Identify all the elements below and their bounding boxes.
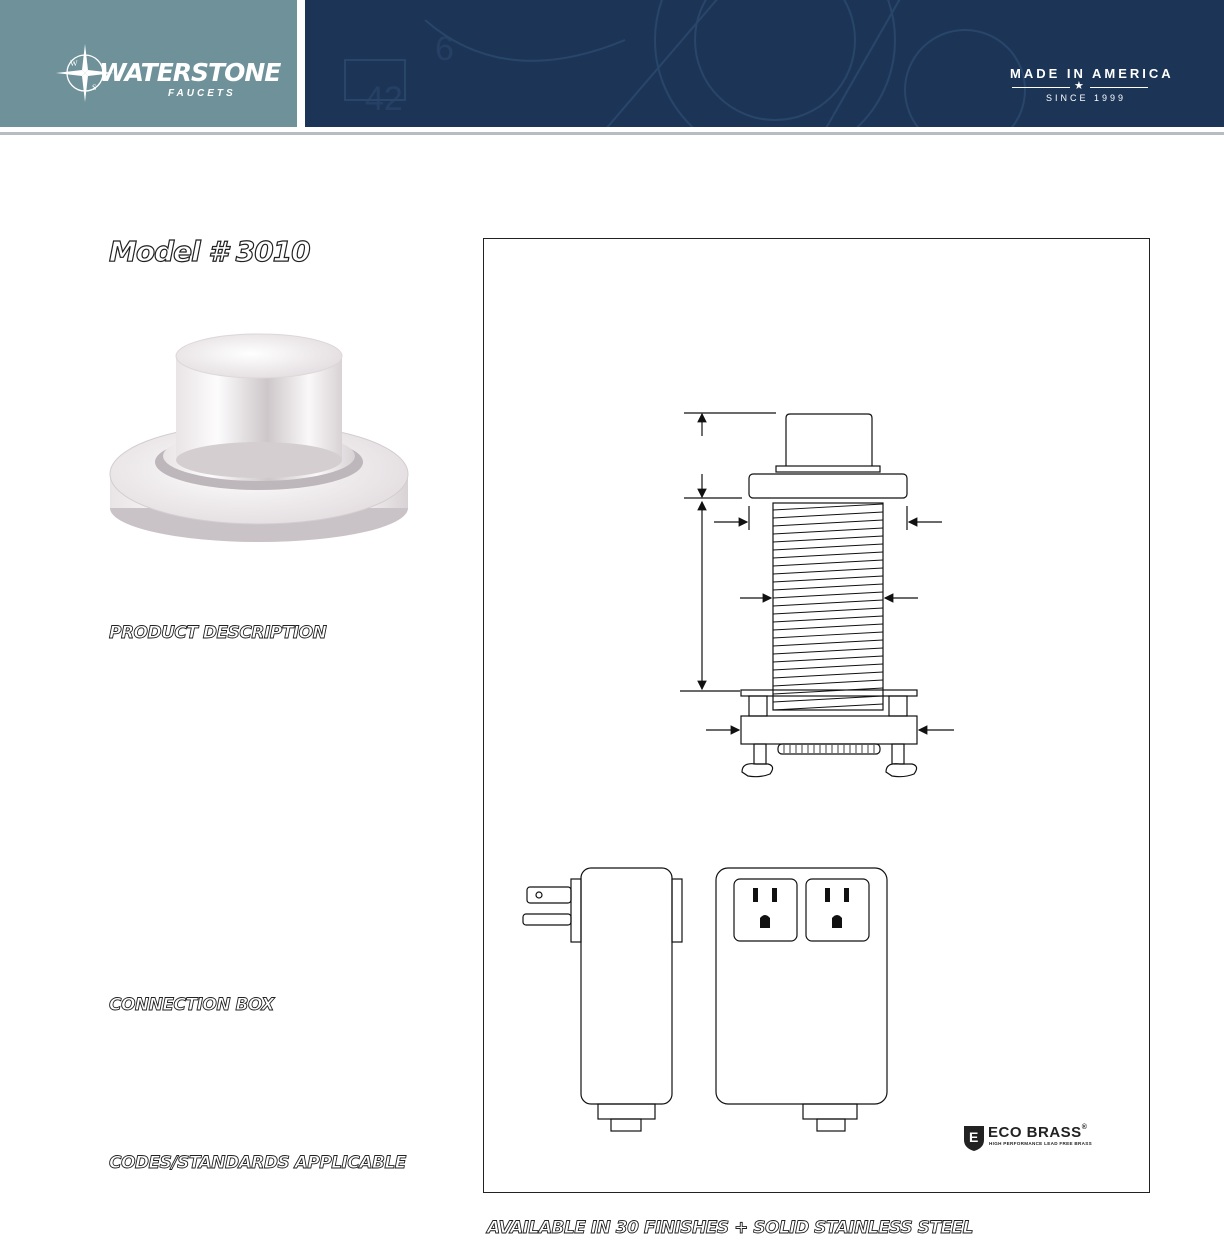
product-photo bbox=[106, 322, 412, 552]
availability-note: AVAILABLE IN 30 FINISHES + SOLID STAINLESS STEEL bbox=[487, 1218, 973, 1238]
tagline-rule-right bbox=[1090, 87, 1148, 88]
technical-drawing-panel bbox=[483, 238, 1150, 1193]
header-underline bbox=[0, 132, 1224, 135]
eco-brass-tagline: HIGH PERFORMANCE LEAD FREE BRASS bbox=[989, 1141, 1093, 1146]
svg-text:6: 6 bbox=[435, 30, 454, 68]
banner-background-artwork bbox=[305, 0, 1224, 127]
brand-subtitle: FAUCETS bbox=[168, 88, 236, 99]
model-title: Model # 3010 bbox=[109, 235, 310, 268]
registered-mark: ® bbox=[1081, 1124, 1088, 1131]
eco-brass-name: ECO BRASS bbox=[988, 1124, 1082, 1141]
svg-text:42: 42 bbox=[365, 80, 403, 118]
tagline-rule-left bbox=[1012, 87, 1070, 88]
eco-brass-logo bbox=[988, 1124, 1087, 1141]
star-icon: ★ bbox=[1074, 80, 1084, 92]
svg-text:E: E bbox=[969, 1129, 979, 1145]
svg-text:W: W bbox=[70, 59, 78, 68]
section-heading-codes-standards: CODES/STANDARDS APPLICABLE bbox=[109, 1153, 406, 1173]
since-year: SINCE 1999 bbox=[1046, 93, 1127, 103]
section-heading-product-description: PRODUCT DESCRIPTION bbox=[109, 623, 327, 643]
header-banner bbox=[305, 0, 1224, 127]
section-heading-connection-box: CONNECTION BOX bbox=[109, 995, 274, 1015]
svg-text:S: S bbox=[92, 83, 97, 92]
header-gap bbox=[297, 0, 305, 127]
brand-name: WATERSTONE bbox=[99, 58, 281, 87]
page-header bbox=[0, 0, 1224, 127]
made-in-america-tagline: MADE IN AMERICA bbox=[1010, 66, 1174, 81]
